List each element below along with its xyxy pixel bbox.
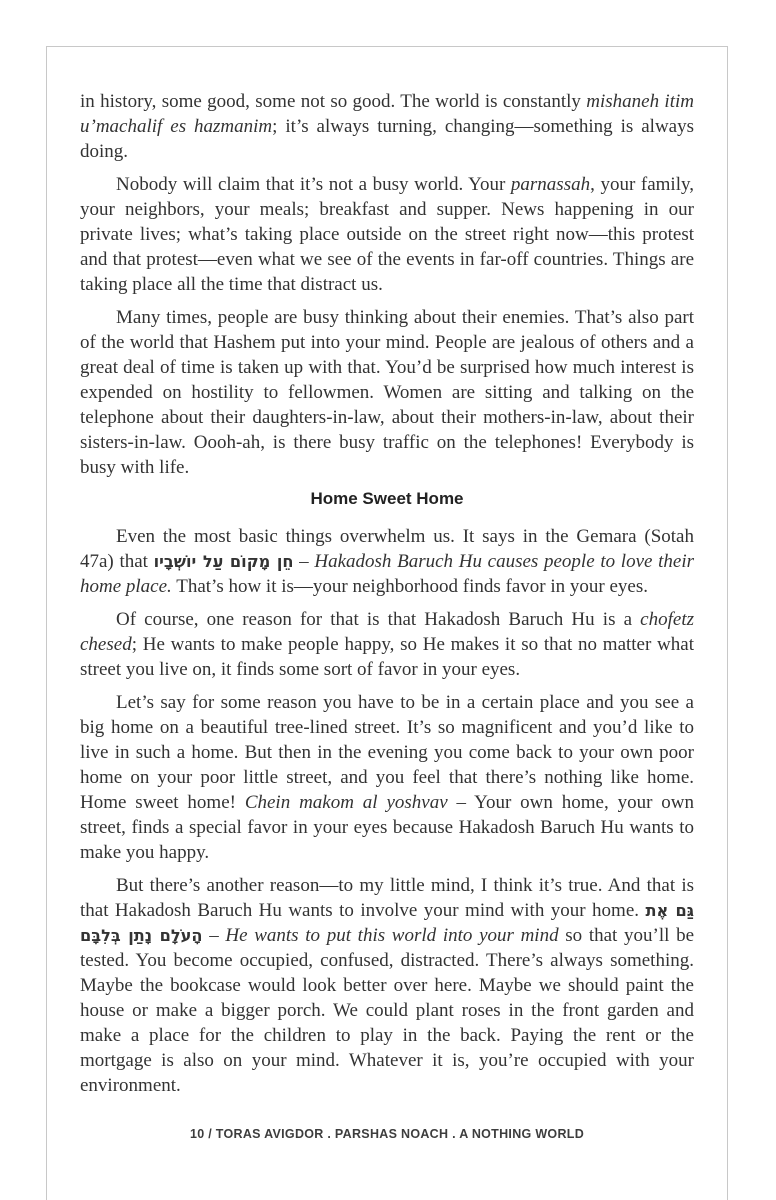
italic-run: He wants to put this world into your mind	[225, 925, 559, 946]
text-column	[80, 89, 694, 1106]
text-run: –	[202, 925, 226, 946]
page-footer: 10 / TORAS AVIGDOR . PARSHAS NOACH . A NOTHING WORLD	[189, 1127, 585, 1141]
paragraph	[80, 172, 694, 297]
text-run: Many times, people are busy thinking about their enemies. That’s also part of the world that Hashem put into your mind. People are jealous of others and a great deal of time is taken up with that. You’d be surprised how much interest is expended on hostility to fellowmen. Women are sitting and talking on the telephone about their daughters-in-law, about their mothers-in-law, about their sisters-in-law. Oooh-ah, is there busy traffic on the telephones! Everybody is busy with life.	[80, 307, 694, 478]
text-run: so that you’ll be tested. You become occupied, confused, distracted. There’s always something. Maybe the bookcase would look better over here. Maybe we should paint the house or make a bigger porch. We could plant roses in the front garden and make a place for the children to play in the back. Paying the rent or the mortgage is also on your mind. Whatever it is, you’re occupied with your environment.	[80, 925, 695, 1096]
book-page	[46, 46, 728, 1200]
text-run: Nobody will claim that it’s not a busy world. Your	[116, 174, 511, 195]
text-run: Let’s say for some reason you have to be in a certain place and you see a big home on a beautiful tree-lined street. It’s so magnificent and you’d like to live in such a home. But then in the evening you come back to your own poor home on your poor little street, and you feel that there’s nothing like home. Home sweet home!	[80, 692, 694, 813]
text-run: ; it’s always turning, changing—something is always doing.	[80, 116, 694, 162]
paragraph	[80, 690, 694, 865]
text-run: Even the most basic things overwhelm us. It says in the Gemara (Sotah 47a) that	[80, 526, 694, 572]
paragraph	[80, 305, 694, 480]
italic-run: parnassah	[510, 174, 591, 195]
italic-run: chofetz chesed	[80, 609, 694, 655]
text-run: , your family, your neighbors, your meals; breakfast and supper. News happening in our private lives; what’s taking place outside on the street right now—this protest and that protest—even what we see of the events in far-off countries. Things are taking place all the time that distract us.	[80, 174, 694, 295]
text-run: But there’s another reason—to my little mind, I think it’s true. And that is that Hakadosh Baruch Hu wants to involve your mind with your home.	[80, 875, 694, 921]
hebrew-text: חֵן מָקוֹם עַל יוֹשְׁבָיו	[153, 552, 294, 571]
section-heading: Home Sweet Home	[310, 489, 464, 508]
text-run: –	[293, 551, 315, 572]
text-run: in history, some good, some not so good. The world is constantly	[80, 91, 587, 112]
paragraph	[80, 607, 694, 682]
text-run: – Your own home, your own street, finds a special favor in your eyes because Hakadosh Baruch Hu wants to make you happy.	[80, 792, 695, 863]
paragraph	[80, 524, 694, 599]
text-run: ; He wants to make people happy, so He makes it so that no matter what street you live on, it finds some sort of favor in your eyes.	[80, 634, 694, 680]
text-run: That’s how it is—your neighborhood finds favor in your eyes.	[171, 576, 648, 597]
paragraph	[80, 89, 694, 164]
text-run: Of course, one reason for that is that Hakadosh Baruch Hu is a	[116, 609, 641, 630]
paragraph	[80, 873, 694, 1098]
italic-run: Chein makom al yoshvav	[244, 792, 448, 813]
italic-run: Hakadosh Baruch Hu causes people to love their home place.	[80, 551, 695, 597]
italic-run: mishaneh itim u’machalif es hazmanim	[80, 91, 694, 137]
hebrew-text: גַּם אֶת הָעֹלָם נָתַן בְּלִבָּם	[80, 901, 694, 945]
